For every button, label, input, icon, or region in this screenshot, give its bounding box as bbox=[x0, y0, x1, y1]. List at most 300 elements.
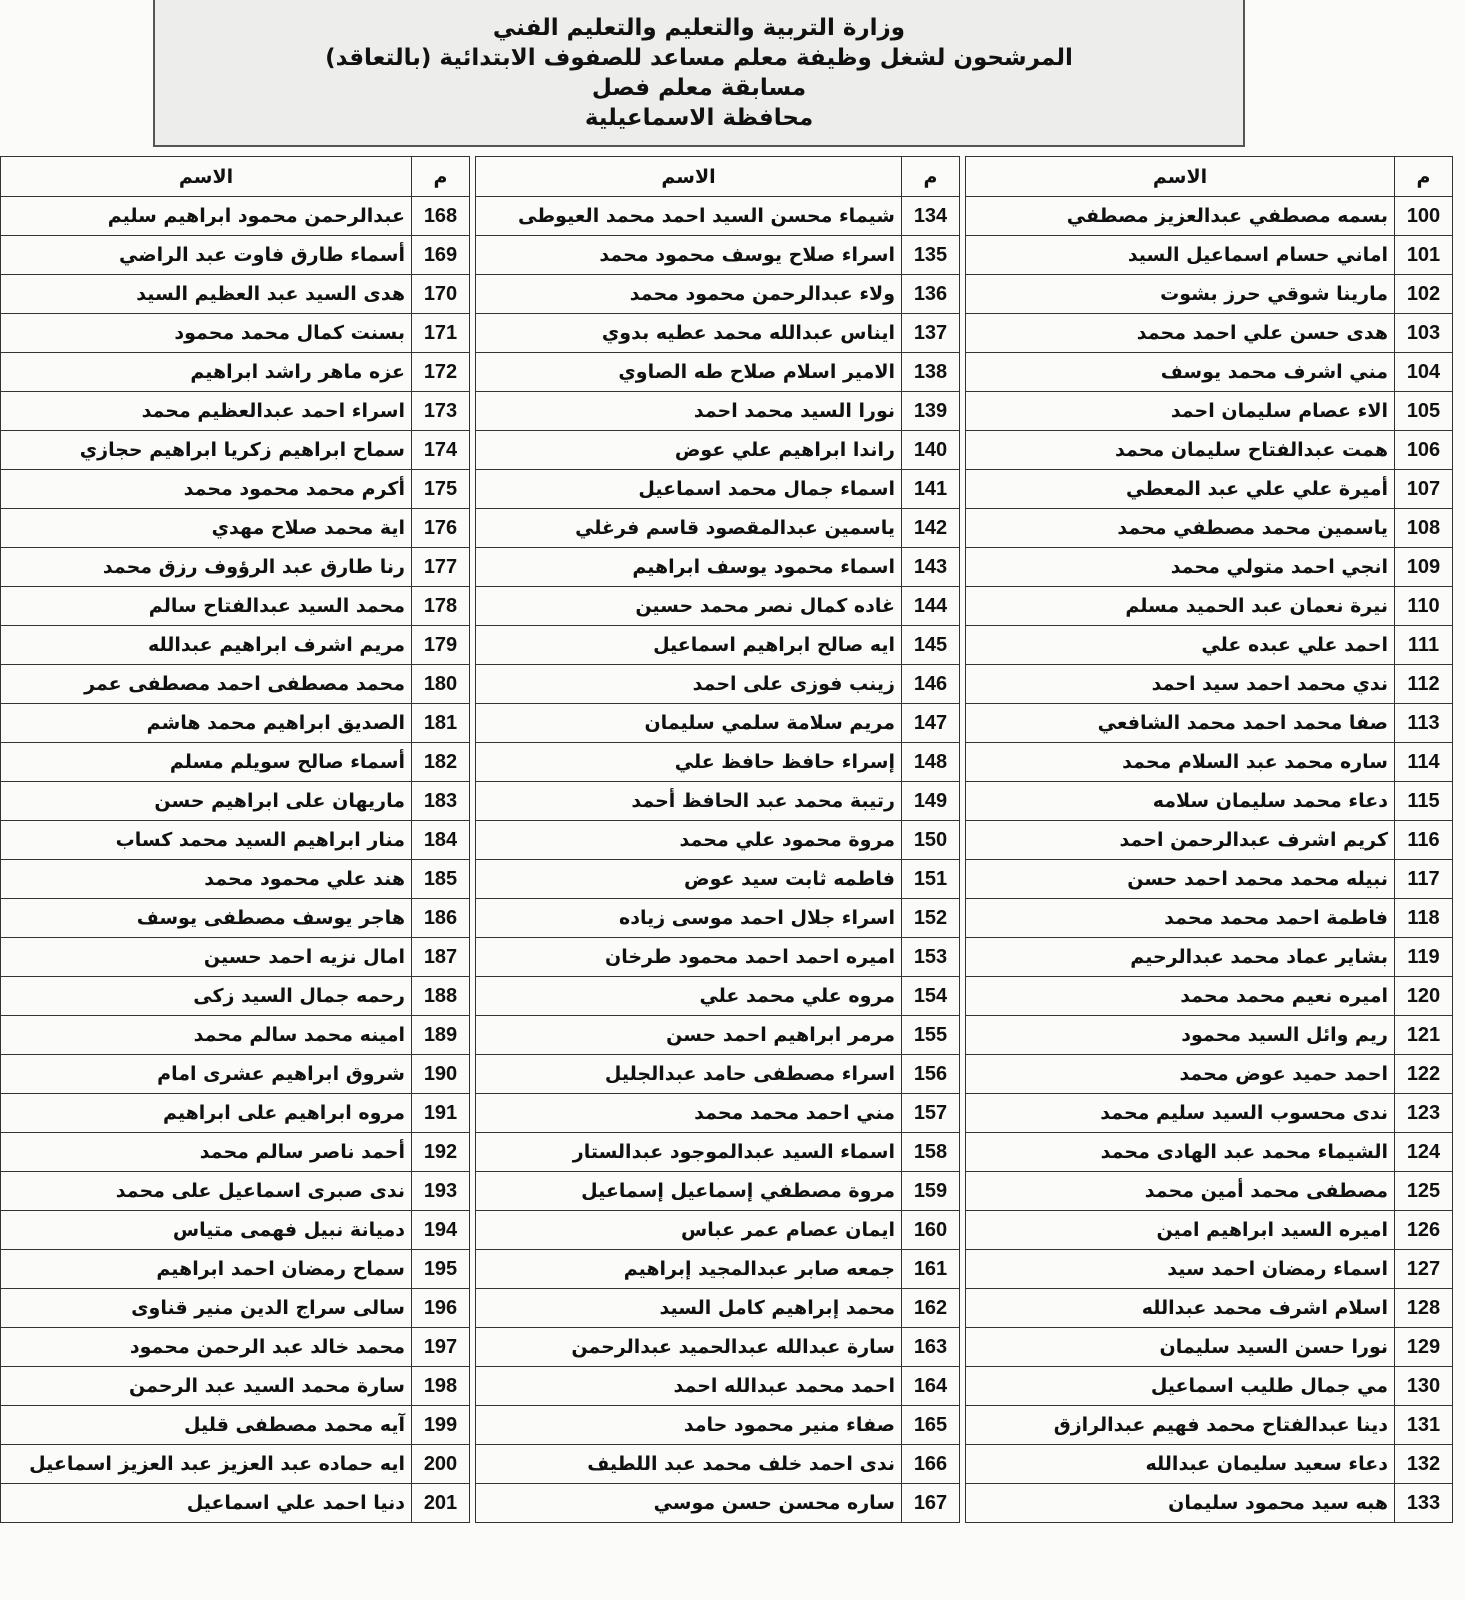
table-row bbox=[1, 587, 470, 626]
row-number: 138 bbox=[902, 353, 960, 392]
row-number: 104 bbox=[1395, 353, 1453, 392]
candidate-name: هدى السيد عبد العظيم السيد bbox=[1, 275, 412, 314]
row-number: 157 bbox=[902, 1094, 960, 1133]
table-row bbox=[1, 1328, 470, 1367]
row-number: 177 bbox=[412, 548, 470, 587]
row-number: 108 bbox=[1395, 509, 1453, 548]
table-row bbox=[476, 665, 960, 704]
table-row bbox=[966, 665, 1453, 704]
candidate-name: محمد السيد عبدالفتاح سالم bbox=[1, 587, 412, 626]
table-row bbox=[476, 548, 960, 587]
table-row bbox=[1, 860, 470, 899]
table-row bbox=[966, 1406, 1453, 1445]
competition-title: مسابقة معلم فصل bbox=[591, 74, 807, 101]
row-number: 164 bbox=[902, 1367, 960, 1406]
table-row bbox=[966, 782, 1453, 821]
table-row bbox=[476, 470, 960, 509]
row-number: 194 bbox=[412, 1211, 470, 1250]
table-row bbox=[1, 1094, 470, 1133]
candidate-name: اميره السيد ابراهيم امين bbox=[966, 1211, 1395, 1250]
table-row bbox=[1, 899, 470, 938]
candidate-name: جمعه صابر عبدالمجيد إبراهيم bbox=[476, 1250, 902, 1289]
column-header-name: الاسم bbox=[476, 157, 902, 197]
row-number: 130 bbox=[1395, 1367, 1453, 1406]
row-number: 131 bbox=[1395, 1406, 1453, 1445]
candidate-name: ايمان عصام عمر عباس bbox=[476, 1211, 902, 1250]
row-number: 201 bbox=[412, 1484, 470, 1523]
table-row bbox=[966, 509, 1453, 548]
table-row bbox=[1, 1367, 470, 1406]
candidate-name: مروة محمود علي محمد bbox=[476, 821, 902, 860]
candidate-name: ريم وائل السيد محمود bbox=[966, 1016, 1395, 1055]
candidate-name: دينا عبدالفتاح محمد فهيم عبدالرازق bbox=[966, 1406, 1395, 1445]
candidate-name: فاطمه ثابت سيد عوض bbox=[476, 860, 902, 899]
table-row bbox=[476, 392, 960, 431]
row-number: 199 bbox=[412, 1406, 470, 1445]
row-number: 187 bbox=[412, 938, 470, 977]
row-number: 189 bbox=[412, 1016, 470, 1055]
candidate-name: فاطمة احمد محمد محمد bbox=[966, 899, 1395, 938]
row-number: 141 bbox=[902, 470, 960, 509]
candidate-name: نبيله محمد محمد احمد حسن bbox=[966, 860, 1395, 899]
table-row bbox=[966, 1250, 1453, 1289]
table-row bbox=[1, 1484, 470, 1523]
row-number: 153 bbox=[902, 938, 960, 977]
candidate-name: همت عبدالفتاح سليمان محمد bbox=[966, 431, 1395, 470]
candidate-name: احمد علي عبده علي bbox=[966, 626, 1395, 665]
table-row bbox=[476, 1211, 960, 1250]
row-number: 197 bbox=[412, 1328, 470, 1367]
candidate-name: انجي احمد متولي محمد bbox=[966, 548, 1395, 587]
candidate-name: الشيماء محمد عبد الهادى محمد bbox=[966, 1133, 1395, 1172]
candidate-name: مريم اشرف ابراهيم عبدالله bbox=[1, 626, 412, 665]
row-number: 117 bbox=[1395, 860, 1453, 899]
candidate-name: ياسمين محمد مصطفي محمد bbox=[966, 509, 1395, 548]
row-number: 149 bbox=[902, 782, 960, 821]
candidate-name: عبدالرحمن محمود ابراهيم سليم bbox=[1, 197, 412, 236]
row-number: 120 bbox=[1395, 977, 1453, 1016]
row-number: 175 bbox=[412, 470, 470, 509]
table-row bbox=[476, 353, 960, 392]
candidate-name: نورا حسن السيد سليمان bbox=[966, 1328, 1395, 1367]
table-row bbox=[966, 236, 1453, 275]
row-number: 186 bbox=[412, 899, 470, 938]
row-number: 195 bbox=[412, 1250, 470, 1289]
row-number: 152 bbox=[902, 899, 960, 938]
row-number: 132 bbox=[1395, 1445, 1453, 1484]
governorate-title: محافظة الاسماعيلية bbox=[584, 104, 814, 131]
row-number: 116 bbox=[1395, 821, 1453, 860]
table-row bbox=[966, 938, 1453, 977]
table-row bbox=[476, 1172, 960, 1211]
candidates-table-1 bbox=[965, 156, 1453, 1523]
row-number: 184 bbox=[412, 821, 470, 860]
table-row bbox=[966, 626, 1453, 665]
candidate-name: ولاء عبدالرحمن محمود محمد bbox=[476, 275, 902, 314]
table-row bbox=[1, 197, 470, 236]
row-number: 140 bbox=[902, 431, 960, 470]
table-row bbox=[1, 704, 470, 743]
table-row bbox=[1, 821, 470, 860]
table-row bbox=[1, 665, 470, 704]
row-number: 169 bbox=[412, 236, 470, 275]
table-row bbox=[966, 197, 1453, 236]
candidate-name: رنا طارق عبد الرؤوف رزق محمد bbox=[1, 548, 412, 587]
table-row bbox=[966, 392, 1453, 431]
table-row bbox=[476, 626, 960, 665]
table-row bbox=[476, 743, 960, 782]
table-row bbox=[476, 587, 960, 626]
table-row bbox=[476, 1484, 960, 1523]
candidate-name: الاء عصام سليمان احمد bbox=[966, 392, 1395, 431]
column-header-name: الاسم bbox=[1, 157, 412, 197]
candidate-name: اسراء مصطفى حامد عبدالجليل bbox=[476, 1055, 902, 1094]
candidate-name: مصطفى محمد أمين محمد bbox=[966, 1172, 1395, 1211]
table-row bbox=[966, 431, 1453, 470]
row-number: 121 bbox=[1395, 1016, 1453, 1055]
candidate-name: محمد خالد عبد الرحمن محمود bbox=[1, 1328, 412, 1367]
candidate-name: بسمه مصطفي عبدالعزيز مصطفي bbox=[966, 197, 1395, 236]
table-row bbox=[966, 1445, 1453, 1484]
row-number: 115 bbox=[1395, 782, 1453, 821]
table-row bbox=[966, 1211, 1453, 1250]
row-number: 135 bbox=[902, 236, 960, 275]
candidate-name: رتيبة محمد عبد الحافظ أحمد bbox=[476, 782, 902, 821]
table-row bbox=[476, 1094, 960, 1133]
table-row bbox=[476, 431, 960, 470]
candidate-name: مروه علي محمد علي bbox=[476, 977, 902, 1016]
row-number: 174 bbox=[412, 431, 470, 470]
candidate-name: ساره محسن حسن موسي bbox=[476, 1484, 902, 1523]
row-number: 124 bbox=[1395, 1133, 1453, 1172]
table-row bbox=[1, 938, 470, 977]
candidate-name: اسراء صلاح يوسف محمود محمد bbox=[476, 236, 902, 275]
row-number: 102 bbox=[1395, 275, 1453, 314]
candidate-name: مرمر ابراهيم احمد حسن bbox=[476, 1016, 902, 1055]
candidate-name: دنيا احمد علي اسماعيل bbox=[1, 1484, 412, 1523]
column-header-number: م bbox=[902, 157, 960, 197]
table-row bbox=[1, 275, 470, 314]
row-number: 114 bbox=[1395, 743, 1453, 782]
row-number: 150 bbox=[902, 821, 960, 860]
table-row bbox=[476, 860, 960, 899]
row-number: 119 bbox=[1395, 938, 1453, 977]
candidate-name: مني اشرف محمد يوسف bbox=[966, 353, 1395, 392]
row-number: 173 bbox=[412, 392, 470, 431]
candidate-name: احمد محمد عبدالله احمد bbox=[476, 1367, 902, 1406]
table-row bbox=[966, 743, 1453, 782]
row-number: 183 bbox=[412, 782, 470, 821]
candidate-name: أكرم محمد محمود محمد bbox=[1, 470, 412, 509]
candidate-name: شيماء محسن السيد احمد محمد العيوطى bbox=[476, 197, 902, 236]
table-row bbox=[1, 782, 470, 821]
candidate-name: ندى محسوب السيد سليم محمد bbox=[966, 1094, 1395, 1133]
table-row bbox=[1, 1055, 470, 1094]
row-number: 143 bbox=[902, 548, 960, 587]
table-row bbox=[476, 1406, 960, 1445]
candidate-name: اسلام اشرف محمد عبدالله bbox=[966, 1289, 1395, 1328]
table-row bbox=[1, 236, 470, 275]
row-number: 101 bbox=[1395, 236, 1453, 275]
candidate-name: محمد مصطفى احمد مصطفى عمر bbox=[1, 665, 412, 704]
column-header-number: م bbox=[1395, 157, 1453, 197]
candidate-name: دعاء سعيد سليمان عبدالله bbox=[966, 1445, 1395, 1484]
table-row bbox=[1, 1406, 470, 1445]
candidate-name: أميرة علي علي عبد المعطي bbox=[966, 470, 1395, 509]
row-number: 127 bbox=[1395, 1250, 1453, 1289]
candidate-name: أحمد ناصر سالم محمد bbox=[1, 1133, 412, 1172]
row-number: 111 bbox=[1395, 626, 1453, 665]
candidate-name: غاده كمال نصر محمد حسين bbox=[476, 587, 902, 626]
table-row bbox=[966, 1055, 1453, 1094]
row-number: 136 bbox=[902, 275, 960, 314]
table-row bbox=[966, 977, 1453, 1016]
candidate-name: اميره نعيم محمد محمد bbox=[966, 977, 1395, 1016]
row-number: 133 bbox=[1395, 1484, 1453, 1523]
table-row bbox=[1, 1172, 470, 1211]
row-number: 109 bbox=[1395, 548, 1453, 587]
candidate-name: هاجر يوسف مصطفى يوسف bbox=[1, 899, 412, 938]
table-row bbox=[966, 314, 1453, 353]
row-number: 146 bbox=[902, 665, 960, 704]
row-number: 166 bbox=[902, 1445, 960, 1484]
table-row bbox=[966, 1328, 1453, 1367]
candidate-name: محمد إبراهيم كامل السيد bbox=[476, 1289, 902, 1328]
candidate-name: اسماء السيد عبدالموجود عبدالستار bbox=[476, 1133, 902, 1172]
candidate-name: اسماء محمود يوسف ابراهيم bbox=[476, 548, 902, 587]
row-number: 200 bbox=[412, 1445, 470, 1484]
row-number: 105 bbox=[1395, 392, 1453, 431]
table-row bbox=[966, 1133, 1453, 1172]
table-row bbox=[476, 1016, 960, 1055]
table-row bbox=[1, 392, 470, 431]
table-row bbox=[1, 1445, 470, 1484]
row-number: 144 bbox=[902, 587, 960, 626]
row-number: 139 bbox=[902, 392, 960, 431]
row-number: 180 bbox=[412, 665, 470, 704]
table-row bbox=[1, 470, 470, 509]
row-number: 113 bbox=[1395, 704, 1453, 743]
table-row bbox=[476, 1328, 960, 1367]
table-row bbox=[1, 1289, 470, 1328]
candidate-name: مارينا شوقي حرز بشوت bbox=[966, 275, 1395, 314]
row-number: 159 bbox=[902, 1172, 960, 1211]
candidate-name: مي جمال طليب اسماعيل bbox=[966, 1367, 1395, 1406]
row-number: 134 bbox=[902, 197, 960, 236]
table-row bbox=[966, 821, 1453, 860]
row-number: 193 bbox=[412, 1172, 470, 1211]
row-number: 118 bbox=[1395, 899, 1453, 938]
row-number: 191 bbox=[412, 1094, 470, 1133]
row-number: 179 bbox=[412, 626, 470, 665]
table-row bbox=[1, 626, 470, 665]
row-number: 107 bbox=[1395, 470, 1453, 509]
candidate-name: مروة مصطفي إسماعيل إسماعيل bbox=[476, 1172, 902, 1211]
table-row bbox=[1, 1211, 470, 1250]
row-number: 110 bbox=[1395, 587, 1453, 626]
row-number: 147 bbox=[902, 704, 960, 743]
row-number: 156 bbox=[902, 1055, 960, 1094]
table-row bbox=[966, 548, 1453, 587]
candidate-name: سماح ابراهيم زكريا ابراهيم حجازي bbox=[1, 431, 412, 470]
table-row bbox=[966, 470, 1453, 509]
row-number: 112 bbox=[1395, 665, 1453, 704]
table-row bbox=[1, 431, 470, 470]
candidate-name: اسراء جلال احمد موسى زياده bbox=[476, 899, 902, 938]
document-subtitle: المرشحون لشغل وظيفة معلم مساعد للصفوف الابتدائية (بالتعاقد) bbox=[325, 44, 1073, 71]
row-number: 192 bbox=[412, 1133, 470, 1172]
candidate-name: ساره محمد عبد السلام محمد bbox=[966, 743, 1395, 782]
candidate-name: اية محمد صلاح مهدي bbox=[1, 509, 412, 548]
candidate-name: عزه ماهر راشد ابراهيم bbox=[1, 353, 412, 392]
row-number: 103 bbox=[1395, 314, 1453, 353]
table-row bbox=[476, 236, 960, 275]
row-number: 155 bbox=[902, 1016, 960, 1055]
table-row bbox=[476, 509, 960, 548]
candidate-name: ندى احمد خلف محمد عبد اللطيف bbox=[476, 1445, 902, 1484]
table-row bbox=[476, 1250, 960, 1289]
row-number: 171 bbox=[412, 314, 470, 353]
table-row bbox=[966, 275, 1453, 314]
candidate-name: ياسمين عبدالمقصود قاسم فرغلي bbox=[476, 509, 902, 548]
row-number: 137 bbox=[902, 314, 960, 353]
candidate-name: دميانة نبيل فهمى متياس bbox=[1, 1211, 412, 1250]
candidate-name: هبه سيد محمود سليمان bbox=[966, 1484, 1395, 1523]
table-row bbox=[1, 977, 470, 1016]
candidate-name: الامير اسلام صلاح طه الصاوي bbox=[476, 353, 902, 392]
table-row bbox=[476, 1055, 960, 1094]
table-row bbox=[966, 860, 1453, 899]
table-row bbox=[476, 977, 960, 1016]
candidate-name: مني احمد محمد محمد bbox=[476, 1094, 902, 1133]
candidate-name: سالى سراج الدين منير قناوى bbox=[1, 1289, 412, 1328]
candidate-name: امال نزيه احمد حسين bbox=[1, 938, 412, 977]
candidate-name: هند علي محمود محمد bbox=[1, 860, 412, 899]
table-row bbox=[476, 899, 960, 938]
table-row bbox=[1, 1133, 470, 1172]
candidate-name: نيرة نعمان عبد الحميد مسلم bbox=[966, 587, 1395, 626]
row-number: 161 bbox=[902, 1250, 960, 1289]
candidates-table-2 bbox=[475, 156, 960, 1523]
candidate-name: دعاء محمد سليمان سلامه bbox=[966, 782, 1395, 821]
row-number: 148 bbox=[902, 743, 960, 782]
table-row bbox=[476, 782, 960, 821]
row-number: 163 bbox=[902, 1328, 960, 1367]
candidate-name: إسراء حافظ حافظ علي bbox=[476, 743, 902, 782]
table-row bbox=[1, 314, 470, 353]
row-number: 158 bbox=[902, 1133, 960, 1172]
candidate-name: هدى حسن علي احمد محمد bbox=[966, 314, 1395, 353]
row-number: 106 bbox=[1395, 431, 1453, 470]
candidate-name: بشاير عماد محمد عبدالرحيم bbox=[966, 938, 1395, 977]
row-number: 168 bbox=[412, 197, 470, 236]
row-number: 145 bbox=[902, 626, 960, 665]
table-row bbox=[476, 1289, 960, 1328]
table-row bbox=[966, 1172, 1453, 1211]
table-row bbox=[1, 353, 470, 392]
row-number: 170 bbox=[412, 275, 470, 314]
row-number: 123 bbox=[1395, 1094, 1453, 1133]
table-row bbox=[476, 275, 960, 314]
candidate-name: ندي محمد احمد سيد احمد bbox=[966, 665, 1395, 704]
candidate-name: ندى صبرى اسماعيل على محمد bbox=[1, 1172, 412, 1211]
table-row bbox=[476, 704, 960, 743]
candidate-name: صفا محمد احمد محمد الشافعي bbox=[966, 704, 1395, 743]
candidate-name: مروه ابراهيم على ابراهيم bbox=[1, 1094, 412, 1133]
row-number: 126 bbox=[1395, 1211, 1453, 1250]
row-number: 198 bbox=[412, 1367, 470, 1406]
row-number: 142 bbox=[902, 509, 960, 548]
candidate-name: زينب فوزى على احمد bbox=[476, 665, 902, 704]
candidate-name: كريم اشرف عبدالرحمن احمد bbox=[966, 821, 1395, 860]
table-row bbox=[966, 353, 1453, 392]
candidate-name: سارة عبدالله عبدالحميد عبدالرحمن bbox=[476, 1328, 902, 1367]
row-number: 181 bbox=[412, 704, 470, 743]
candidate-name: اسماء رمضان احمد سيد bbox=[966, 1250, 1395, 1289]
row-number: 176 bbox=[412, 509, 470, 548]
table-row bbox=[476, 197, 960, 236]
table-row bbox=[966, 704, 1453, 743]
candidate-name: أسماء طارق فاوت عبد الراضي bbox=[1, 236, 412, 275]
candidate-name: راندا ابراهيم علي عوض bbox=[476, 431, 902, 470]
row-number: 188 bbox=[412, 977, 470, 1016]
table-row bbox=[476, 314, 960, 353]
row-number: 165 bbox=[902, 1406, 960, 1445]
document-header bbox=[153, 0, 1245, 147]
row-number: 125 bbox=[1395, 1172, 1453, 1211]
column-header-number: م bbox=[412, 157, 470, 197]
candidate-name: منار ابراهيم السيد محمد كساب bbox=[1, 821, 412, 860]
candidate-name: نورا السيد محمد احمد bbox=[476, 392, 902, 431]
candidate-name: ايه صالح ابراهيم اسماعيل bbox=[476, 626, 902, 665]
table-row bbox=[1, 548, 470, 587]
row-number: 129 bbox=[1395, 1328, 1453, 1367]
candidate-name: احمد حميد عوض محمد bbox=[966, 1055, 1395, 1094]
row-number: 178 bbox=[412, 587, 470, 626]
candidate-name: اسماء جمال محمد اسماعيل bbox=[476, 470, 902, 509]
row-number: 182 bbox=[412, 743, 470, 782]
candidate-name: ايه حماده عبد العزيز عبد العزيز اسماعيل bbox=[1, 1445, 412, 1484]
candidate-name: بسنت كمال محمد محمود bbox=[1, 314, 412, 353]
candidate-name: أسماء صالح سويلم مسلم bbox=[1, 743, 412, 782]
table-row bbox=[966, 1367, 1453, 1406]
candidate-name: الصديق ابراهيم محمد هاشم bbox=[1, 704, 412, 743]
row-number: 160 bbox=[902, 1211, 960, 1250]
table-row bbox=[476, 1367, 960, 1406]
row-number: 185 bbox=[412, 860, 470, 899]
table-row bbox=[966, 1484, 1453, 1523]
candidate-name: اماني حسام اسماعيل السيد bbox=[966, 236, 1395, 275]
column-header-name: الاسم bbox=[966, 157, 1395, 197]
row-number: 128 bbox=[1395, 1289, 1453, 1328]
table-row bbox=[476, 1445, 960, 1484]
candidate-name: آيه محمد مصطفى قليل bbox=[1, 1406, 412, 1445]
ministry-title: وزارة التربية والتعليم والتعليم الفني bbox=[492, 14, 906, 41]
candidates-table-3 bbox=[0, 156, 470, 1523]
table-row bbox=[966, 899, 1453, 938]
candidate-name: اسراء احمد عبدالعظيم محمد bbox=[1, 392, 412, 431]
row-number: 151 bbox=[902, 860, 960, 899]
table-row bbox=[1, 743, 470, 782]
candidate-name: سماح رمضان احمد ابراهيم bbox=[1, 1250, 412, 1289]
table-row bbox=[966, 1094, 1453, 1133]
candidate-name: اميره احمد احمد محمود طرخان bbox=[476, 938, 902, 977]
candidate-name: رحمه جمال السيد زكى bbox=[1, 977, 412, 1016]
row-number: 162 bbox=[902, 1289, 960, 1328]
table-row bbox=[476, 1133, 960, 1172]
candidate-name: ماريهان على ابراهيم حسن bbox=[1, 782, 412, 821]
candidate-name: صفاء منير محمود حامد bbox=[476, 1406, 902, 1445]
